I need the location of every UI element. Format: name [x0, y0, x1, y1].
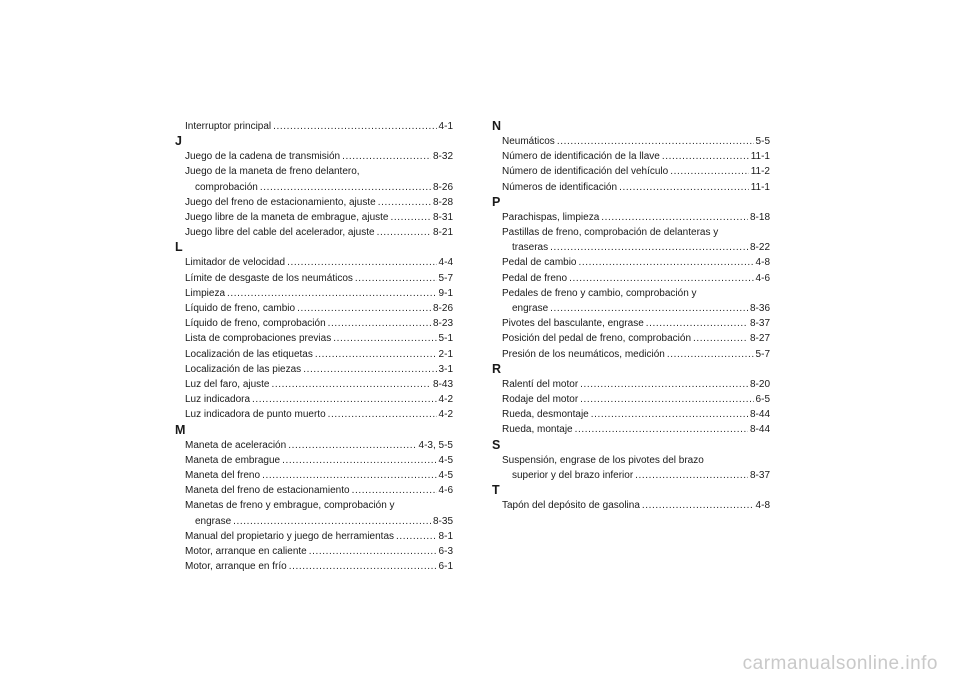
index-entry	[185, 271, 453, 286]
index-entry-label: Tapón del depósito de gasolina	[502, 500, 640, 512]
index-entry-label: engrase	[512, 303, 549, 315]
index-entry-page: 11-1	[750, 151, 770, 163]
dot-leader	[601, 210, 748, 225]
index-letter-heading: P	[492, 194, 501, 209]
index-entry-label: superior y del brazo inferior	[512, 469, 634, 481]
index-entry	[185, 529, 453, 544]
index-entry	[502, 164, 770, 179]
index-entry-label: Localización de las piezas	[185, 363, 302, 375]
index-entry-page: 3-1	[438, 363, 453, 375]
index-entry-page: 8-27	[749, 333, 770, 345]
index-entry-label: Líquido de freno, cambio	[185, 303, 296, 315]
dot-leader	[575, 422, 748, 437]
dot-leader	[557, 134, 754, 149]
index-entry-page: 8-26	[432, 303, 453, 315]
index-entry	[185, 347, 453, 362]
index-entry-label: Luz indicadora	[185, 394, 251, 406]
index-entry-label: engrase	[195, 515, 232, 527]
index-entry-label: Líquido de freno, comprobación	[185, 318, 326, 330]
index-entry-page: 4-2	[438, 409, 453, 421]
index-entry-page: 6-3	[438, 546, 453, 558]
index-column-right	[492, 119, 770, 513]
index-entry-page: 8-20	[749, 378, 770, 390]
index-entry	[185, 301, 453, 316]
index-entry-label: traseras	[512, 242, 549, 254]
index-entry-page: 8-26	[432, 181, 453, 193]
index-entry-label: Parachispas, limpieza	[502, 211, 600, 223]
index-entry-page: 6-1	[438, 561, 453, 573]
index-entry-label: Maneta de aceleración	[185, 439, 287, 451]
index-entry-line: Manetas de freno y embrague, comprobación y	[185, 500, 395, 512]
index-entry	[502, 180, 770, 195]
index-entry-page: 4-1	[438, 121, 453, 132]
index-entry	[185, 544, 453, 559]
dot-leader	[273, 119, 436, 134]
dot-leader	[378, 195, 431, 210]
index-entry	[502, 331, 770, 346]
index-entry	[502, 210, 770, 225]
index-entry-page: 4-2	[438, 394, 453, 406]
index-entry-page: 5-7	[755, 348, 770, 360]
index-entry	[185, 377, 453, 392]
index-entry-page: 11-1	[750, 181, 770, 193]
index-entry-page: 8-1	[438, 530, 453, 542]
index-entry-label: Número de identificación del vehículo	[502, 166, 669, 178]
index-entry-label: Juego libre del cable del acelerador, ajuste	[185, 227, 375, 239]
dot-leader	[289, 559, 437, 574]
index-entry	[185, 559, 453, 574]
index-column-left	[175, 119, 453, 574]
index-entry-label: Rueda, montaje	[502, 424, 573, 436]
index-entry	[185, 483, 453, 498]
index-entry-page: 5-5	[755, 136, 770, 147]
dot-leader	[252, 392, 437, 407]
dot-leader	[227, 286, 437, 301]
index-entry-page: 8-31	[432, 212, 453, 224]
watermark: carmanualsonline.info	[742, 653, 938, 674]
index-entry-page: 8-37	[749, 318, 770, 330]
index-entry	[502, 149, 770, 164]
index-entry-page: 8-23	[432, 318, 453, 330]
index-letter-heading: M	[175, 422, 186, 437]
index-entry	[502, 255, 770, 270]
dot-leader	[233, 514, 431, 529]
index-entry-label: Localización de las etiquetas	[185, 348, 313, 360]
index-entry-page: 8-36	[749, 303, 770, 315]
index-entry-label: Motor, arranque en caliente	[185, 546, 307, 558]
index-entry-label: Rodaje del motor	[502, 394, 579, 406]
index-entry-line: Suspensión, engrase de los pivotes del brazo	[502, 454, 704, 466]
index-entry-page: 8-18	[749, 211, 770, 223]
index-entry-page: 11-2	[750, 166, 770, 178]
dot-leader	[619, 180, 749, 195]
dot-leader	[390, 210, 431, 225]
index-entry-label: Limitador de velocidad	[185, 257, 286, 269]
index-entry	[185, 331, 453, 346]
index-entry	[502, 240, 770, 255]
index-entry-label: Maneta del freno	[185, 470, 261, 482]
dot-leader	[569, 271, 753, 286]
index-entry	[185, 392, 453, 407]
index-entry-line: Juego de la maneta de freno delantero,	[185, 166, 360, 178]
index-entry-label: Pedal de cambio	[502, 257, 577, 269]
index-entry	[185, 149, 453, 164]
index-entry-label: Límite de desgaste de los neumáticos	[185, 272, 353, 284]
dot-leader	[693, 331, 748, 346]
index-letter-heading: N	[492, 119, 502, 133]
index-entry	[185, 362, 453, 377]
index-entry	[502, 271, 770, 286]
index-letter-heading: J	[175, 134, 182, 149]
index-entry-page: 4-5	[438, 454, 453, 466]
index-entry	[185, 210, 453, 225]
index-entry	[185, 407, 453, 422]
index-entry	[185, 514, 453, 529]
index-entry-page: 6-5	[755, 394, 770, 406]
dot-leader	[297, 301, 431, 316]
index-entry-label: Números de identificación	[502, 181, 618, 193]
index-entry-label: Rueda, desmontaje	[502, 409, 589, 421]
index-letter-heading: L	[175, 240, 183, 255]
index-entry-label: Limpieza	[185, 287, 226, 299]
dot-leader	[580, 377, 748, 392]
index-entry-label: comprobación	[195, 181, 258, 193]
index-entry-page: 4-8	[755, 257, 770, 269]
dot-leader	[328, 407, 437, 422]
index-entry-label: Ralentí del motor	[502, 378, 579, 390]
index-entry-page: 4-6	[755, 272, 770, 284]
dot-leader	[377, 225, 431, 240]
index-entry	[502, 422, 770, 437]
index-entry	[185, 468, 453, 483]
index-entry	[185, 255, 453, 270]
index-entry	[185, 453, 453, 468]
index-entry-page: 5-1	[438, 333, 453, 345]
index-entry-page: 8-32	[432, 151, 453, 163]
index-entry	[185, 316, 453, 331]
index-entry	[185, 225, 453, 240]
dot-leader	[352, 483, 437, 498]
dot-leader	[642, 498, 754, 513]
dot-leader	[550, 301, 748, 316]
index-entry-page: 8-28	[432, 196, 453, 208]
index-entry-page: 4-3, 5-5	[418, 439, 453, 451]
index-entry-page: 2-1	[438, 348, 453, 360]
dot-leader	[355, 271, 437, 286]
dot-leader	[646, 316, 748, 331]
index-entry-label: Presión de los neumáticos, medición	[502, 348, 665, 360]
dot-leader	[287, 255, 436, 270]
dot-leader	[396, 529, 437, 544]
index-entry-label: Juego libre de la maneta de embrague, ajuste	[185, 212, 389, 224]
index-entry-label: Motor, arranque en frío	[185, 561, 287, 573]
index-entry-page: 8-21	[432, 227, 453, 239]
dot-leader	[315, 347, 437, 362]
index-entry	[185, 438, 453, 453]
index-entry-page: 9-1	[438, 287, 453, 299]
dot-leader	[328, 316, 431, 331]
index-entry-label: Neumáticos	[502, 136, 555, 147]
index-entry-page: 8-22	[749, 242, 770, 254]
dot-leader	[635, 468, 748, 483]
index-entry-page: 8-43	[432, 379, 453, 391]
index-entry	[502, 316, 770, 331]
index-entry	[502, 498, 770, 513]
index-entry-page: 8-44	[749, 424, 770, 436]
index-entry-page: 5-7	[438, 272, 453, 284]
index-entry	[502, 134, 770, 149]
index-entry	[502, 301, 770, 316]
dot-leader	[303, 362, 436, 377]
index-entry-label: Luz indicadora de punto muerto	[185, 409, 326, 421]
index-entry	[502, 468, 770, 483]
index-entry-label: Interruptor principal	[185, 121, 272, 132]
index-entry-label: Maneta del freno de estacionamiento	[185, 485, 350, 497]
dot-leader	[288, 438, 416, 453]
index-entry-page: 4-4	[438, 257, 453, 269]
index-entry-label: Lista de comprobaciones previas	[185, 333, 332, 345]
dot-leader	[670, 164, 749, 179]
index-entry-label: Juego de la cadena de transmisión	[185, 151, 341, 163]
index-entry	[185, 119, 453, 134]
index-entry-page: 4-8	[755, 500, 770, 512]
index-entry-label: Pedal de freno	[502, 272, 568, 284]
index-entry	[502, 377, 770, 392]
index-entry	[502, 392, 770, 407]
dot-leader	[262, 468, 436, 483]
index-letter-heading: T	[492, 483, 500, 498]
index-letter-heading: R	[492, 361, 502, 376]
dot-leader	[260, 180, 431, 195]
index-entry-label: Luz del faro, ajuste	[185, 379, 270, 391]
index-entry-page: 8-44	[749, 409, 770, 421]
dot-leader	[667, 347, 754, 362]
index-entry-label: Juego del freno de estacionamiento, ajuste	[185, 196, 376, 208]
index-entry-line: Pastillas de freno, comprobación de delanteras y	[502, 227, 719, 239]
index-entry-page: 8-35	[432, 515, 453, 527]
index-entry-page: 8-37	[749, 469, 770, 481]
dot-leader	[309, 544, 437, 559]
index-entry	[185, 195, 453, 210]
dot-leader	[580, 392, 753, 407]
dot-leader	[550, 240, 748, 255]
dot-leader	[282, 453, 436, 468]
dot-leader	[333, 331, 436, 346]
index-entry-line: Pedales de freno y cambio, comprobación y	[502, 287, 697, 299]
index-entry-label: Maneta de embrague	[185, 454, 281, 466]
index-entry	[502, 407, 770, 422]
dot-leader	[272, 377, 431, 392]
index-entry	[502, 347, 770, 362]
index-entry-label: Manual del propietario y juego de herramientas	[185, 530, 395, 542]
index-entry-label: Pivotes del basculante, engrase	[502, 318, 644, 330]
dot-leader	[579, 255, 754, 270]
index-entry-page: 4-5	[438, 470, 453, 482]
dot-leader	[591, 407, 748, 422]
index-entry-label: Número de identificación de la llave	[502, 151, 660, 163]
index-entry	[185, 180, 453, 195]
index-entry-page: 4-6	[438, 485, 453, 497]
index-entry	[185, 286, 453, 301]
dot-leader	[662, 149, 749, 164]
dot-leader	[342, 149, 431, 164]
index-letter-heading: S	[492, 437, 501, 452]
index-entry-label: Posición del pedal de freno, comprobación	[502, 333, 692, 345]
